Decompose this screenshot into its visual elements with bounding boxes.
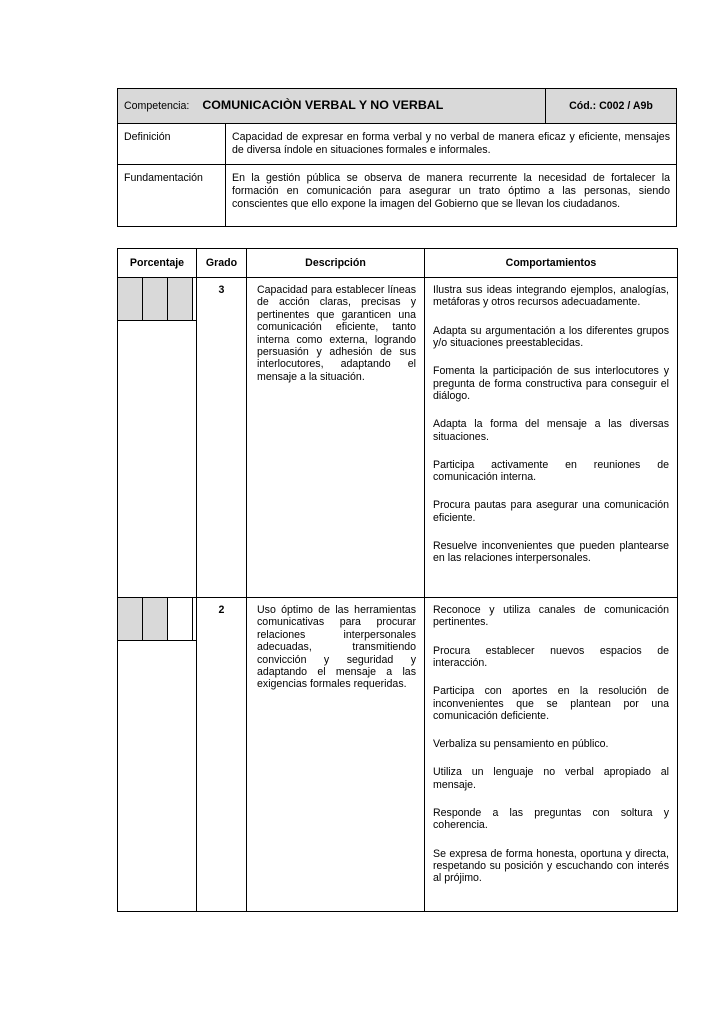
behaviors-cell — [425, 278, 678, 598]
percentage-boxes — [118, 278, 196, 321]
competency-code: Cód.: C002 / A9b — [546, 89, 677, 124]
percentage-cell — [118, 278, 197, 598]
behavior-item: Procura pautas para asegurar una comunicación eficiente. — [433, 499, 669, 524]
grades-table-header — [118, 249, 678, 278]
behavior-item: Utiliza un lenguaje no verbal apropiado al mensaje. — [433, 766, 669, 791]
percentage-boxes — [118, 598, 196, 641]
percentage-box-filled — [143, 598, 168, 640]
percentage-box-filled — [168, 278, 193, 320]
behavior-item: Participa con aportes en la resolución de inconvenientes que se plantean por una comunicación deficiente. — [433, 685, 669, 723]
definition-text: Capacidad de expresar en forma verbal y no verbal de manera eficaz y eficiente, mensajes de diversa índole en situaciones formales e informales. — [226, 124, 677, 165]
percentage-box-filled — [143, 278, 168, 320]
percentage-box-filled — [118, 278, 143, 320]
behavior-item: Adapta su argumentación a los diferentes grupos y/o situaciones preestablecidas. — [433, 324, 669, 350]
behavior-item: Se expresa de forma honesta, oportuna y directa, respetando su posición y escuchando con interés al prójimo. — [433, 847, 669, 885]
grade-value: 2 — [197, 598, 247, 912]
competency-title-row — [118, 89, 677, 124]
grades-table — [117, 248, 678, 912]
definition-label: Definición — [118, 124, 226, 165]
percentage-box-filled — [118, 598, 143, 640]
behavior-item: Responde a las preguntas con soltura y coherencia. — [433, 807, 669, 832]
definition-row — [118, 124, 677, 165]
competency-cell — [118, 89, 546, 124]
behavior-item: Procura establecer nuevos espacios de interacción. — [433, 644, 669, 670]
table-row — [118, 278, 678, 598]
rationale-label: Fundamentación — [118, 165, 226, 227]
rationale-text: En la gestión pública se observa de manera recurrente la necesidad de fortalecer la formación en comunicación para asegurar un trato óptimo a las personas, siendo conscientes que ello expone la imagen del Gobierno que se llevan los ciudadanos. — [226, 165, 677, 227]
competency-name: COMUNICACIÒN VERBAL Y NO VERBAL — [202, 98, 444, 112]
percentage-cell — [118, 598, 197, 912]
behavior-item: Verbaliza su pensamiento en público. — [433, 738, 609, 751]
competency-header-table — [117, 88, 677, 227]
column-header-description: Descripción — [247, 249, 425, 278]
behavior-item: Resuelve inconvenientes que pueden plantearse en las relaciones interpersonales. — [433, 540, 669, 565]
behavior-item: Adapta la forma del mensaje a las diversas situaciones. — [433, 418, 669, 443]
percentage-box-empty — [168, 598, 193, 640]
behavior-item: Ilustra sus ideas integrando ejemplos, analogías, metáforas y otros recursos adecuadamente. — [433, 284, 669, 309]
behavior-item: Participa activamente en reuniones de comunicación interna. — [433, 458, 669, 484]
table-row — [118, 598, 678, 912]
grade-description: Uso óptimo de las herramientas comunicativas para procurar relaciones interpersonales adecuadas, transmitiendo convicción y seguridad y adaptando el mensaje a las exigencias formales requeridas. — [247, 598, 425, 912]
column-header-grade: Grado — [197, 249, 247, 278]
grade-value: 3 — [197, 278, 247, 598]
behavior-item: Fomenta la participación de sus interlocutores y pregunta de forma constructiva para conseguir el diálogo. — [433, 365, 669, 403]
rationale-row — [118, 165, 677, 227]
column-header-percentage: Porcentaje — [118, 249, 197, 278]
competency-label: Competencia: — [124, 100, 190, 112]
behavior-item: Reconoce y utiliza canales de comunicación pertinentes. — [433, 604, 669, 629]
column-header-behaviors: Comportamientos — [425, 249, 678, 278]
grade-description: Capacidad para establecer líneas de acción claras, precisas y pertinentes que garanticen una comunicación eficiente, tanto interna como externa, logrando persuasión y adhesión de sus interlocutores, adaptando el mensaje a la situación. — [247, 278, 425, 598]
behaviors-cell — [425, 598, 678, 912]
